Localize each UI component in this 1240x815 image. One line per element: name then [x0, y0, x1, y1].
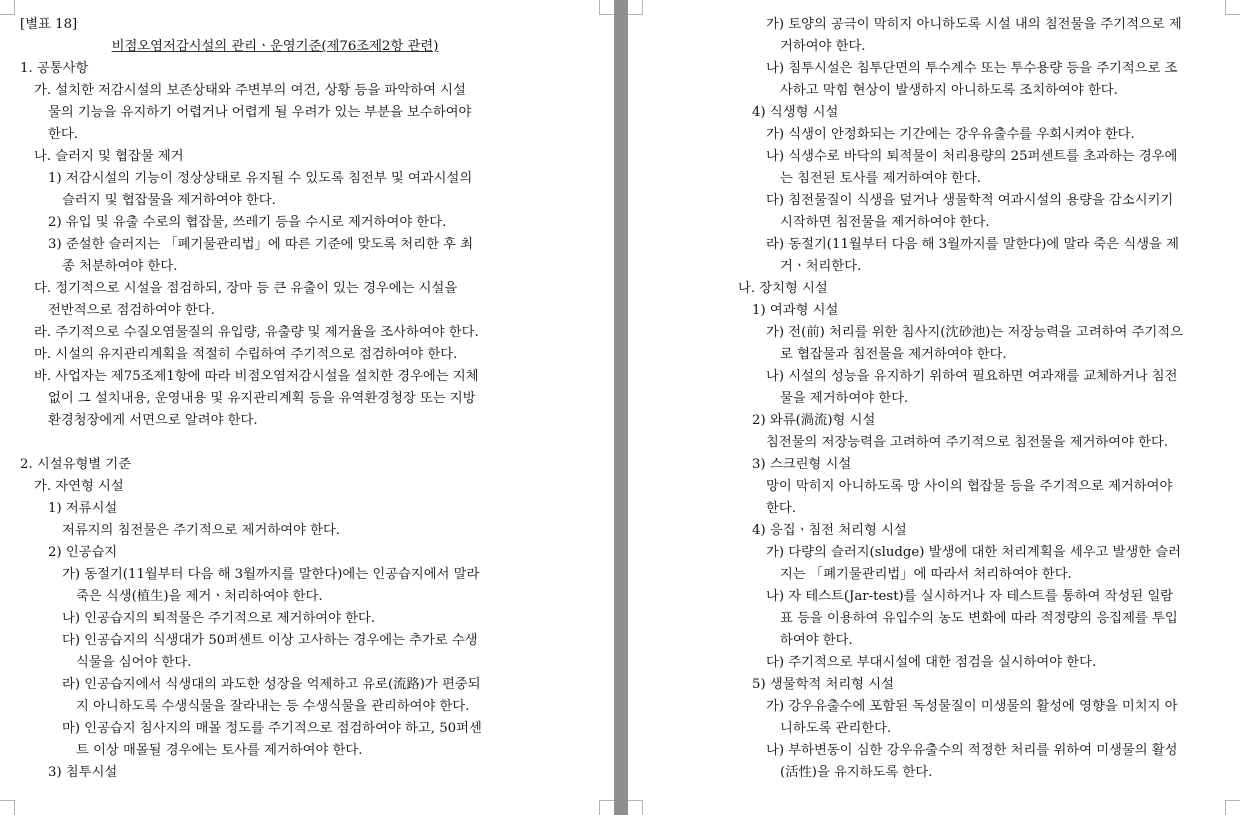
- text-line: 가) 토양의 공극이 막히지 아니하도록 시설 내의 침전물을 주기적으로 제: [766, 17, 1182, 32]
- text-line: 가. 설치한 저감시설의 보존상태와 주변부의 여건, 상황 등을 파악하여 시설: [34, 83, 466, 98]
- text-line: 2) 와류(渦流)형 시설: [752, 413, 876, 428]
- text-line: 저류지의 침전물은 주기적으로 제거하여야 한다.: [62, 523, 341, 538]
- text-line: 가) 동절기(11월부터 다음 해 3월까지를 말한다)에는 인공습지에서 말라: [62, 567, 480, 582]
- text-line: 라) 인공습지에서 식생대의 과도한 성장을 억제하고 유로(流路)가 편중되: [62, 677, 481, 692]
- text-line: 3) 침투시설: [48, 765, 118, 780]
- text-line: 전반적으로 점검하여야 한다.: [48, 303, 215, 318]
- page-text-left: [20, 14, 530, 784]
- text-line: 다) 침전물질이 식생을 덮거나 생물학적 여과시설의 용량을 감소시키기: [766, 193, 1174, 208]
- text-line: 다. 정기적으로 시설을 점검하되, 장마 등 큰 유출이 있는 경우에는 시설을: [34, 281, 458, 296]
- text-line: 나) 침투시설은 침투단면의 투수계수 또는 투수용량 등을 주기적으로 조: [766, 61, 1178, 76]
- text-line: 1) 저류시설: [48, 501, 118, 516]
- document-page-left: [0, 0, 614, 815]
- text-line: 3) 스크린형 시설: [752, 457, 852, 472]
- text-line: 종 처분하여야 한다.: [62, 259, 178, 274]
- text-line: 환경청장에게 서면으로 알려야 한다.: [48, 413, 258, 428]
- page-corner-mark: [599, 0, 614, 15]
- text-line: 나. 장치형 시설: [738, 281, 828, 296]
- text-line: 침전물의 저장능력을 고려하여 주기적으로 침전물을 제거하여야 한다.: [766, 435, 1169, 450]
- text-line: 5) 생물학적 처리형 시설: [752, 677, 894, 692]
- page-text-right: [724, 14, 1218, 784]
- text-line: 지 아니하도록 수생식물을 잘라내는 등 수생식물을 관리하여야 한다.: [76, 699, 470, 714]
- page-corner-mark: [0, 800, 15, 815]
- text-line: 1) 여과형 시설: [752, 303, 839, 318]
- text-line: 1) 저감시설의 기능이 정상상태로 유지될 수 있도록 침전부 및 여과시설의: [48, 171, 473, 186]
- text-line: 나. 슬러지 및 협잡물 제거: [34, 149, 184, 164]
- page-corner-mark: [628, 800, 643, 815]
- page-gutter: [614, 0, 628, 815]
- page-corner-mark: [1225, 800, 1240, 815]
- text-line: 가) 강우유출수에 포함된 독성물질이 미생물의 활성에 영향을 미치지 아: [766, 699, 1178, 714]
- page-corner-mark: [599, 800, 614, 815]
- text-line: 다) 인공습지의 식생대가 50퍼센트 이상 고사하는 경우에는 추가로 수생: [62, 633, 478, 648]
- text-line: 나) 식생수로 바닥의 퇴적물이 처리용량의 25퍼센트를 초과하는 경우에: [766, 149, 1178, 164]
- text-line: 나) 인공습지의 퇴적물은 주기적으로 제거하여야 한다.: [62, 611, 376, 626]
- text-line: 는 침전된 토사를 제거하여야 한다.: [780, 171, 981, 186]
- text-line: 가) 전(前) 처리를 위한 침사지(沈砂池)는 저장능력을 고려하여 주기적으: [766, 325, 1183, 340]
- text-line: 나) 부하변동이 심한 강우유출수의 적정한 처리를 위하여 미생물의 활성: [766, 743, 1178, 758]
- text-line: 트 이상 매몰될 경우에는 토사를 제거하여야 한다.: [76, 743, 363, 758]
- text-line: 마. 시설의 유지관리계획을 적절히 수립하여 주기적으로 점검하여야 한다.: [34, 347, 458, 362]
- text-line: 가) 다량의 슬러지(sludge) 발생에 대한 처리계획을 세우고 발생한 슬러: [766, 545, 1182, 560]
- text-line: 물의 기능을 유지하기 어렵거나 어렵게 될 우려가 있는 부분을 보수하여야: [48, 105, 472, 120]
- text-line: 3) 준설한 슬러지는 「폐기물관리법」에 따른 기준에 맞도록 처리한 후 최: [48, 237, 474, 252]
- text-line: 식물을 심어야 한다.: [76, 655, 192, 670]
- text-line: (活性)을 유지하도록 한다.: [780, 765, 933, 780]
- text-line: 바. 사업자는 제75조제1항에 따라 비점오염저감시설을 설치한 경우에는 지체: [34, 369, 479, 384]
- text-line: 표 등을 이용하여 유입수의 농도 변화에 따라 적정량의 응집제를 투입: [780, 611, 1178, 626]
- text-line: 한다.: [766, 501, 796, 516]
- text-line: 4) 식생형 시설: [752, 105, 839, 120]
- document-title: 비점오염저감시설의 관리ㆍ운영기준(제76조제2항 관련): [111, 39, 439, 54]
- text-line: 다) 주기적으로 부대시설에 대한 점검을 실시하여야 한다.: [766, 655, 1097, 670]
- text-line: 1. 공통사항: [20, 61, 89, 76]
- text-line: 거하여야 한다.: [780, 39, 866, 54]
- text-line: 가. 자연형 시설: [34, 479, 124, 494]
- text-line: 망이 막히지 아니하도록 망 사이의 협잡물 등을 주기적으로 제거하여야: [766, 479, 1173, 494]
- text-line: [별표 18]: [20, 17, 78, 32]
- document-page-right: [628, 0, 1240, 815]
- text-line: 2) 인공습지: [48, 545, 118, 560]
- text-line: 라) 동절기(11월부터 다음 해 3월까지를 말한다)에 말라 죽은 식생을 제: [766, 237, 1179, 252]
- text-line: 로 협잡물과 침전물을 제거하여야 한다.: [780, 347, 1007, 362]
- text-line: 물을 제거하여야 한다.: [780, 391, 909, 406]
- blank-line: [20, 432, 530, 454]
- text-line: 나) 시설의 성능을 유지하기 위하여 필요하면 여과재를 교체하거나 침전: [766, 369, 1178, 384]
- text-line: 슬러지 및 협잡물을 제거하여야 한다.: [62, 193, 276, 208]
- text-line: 하여야 한다.: [780, 633, 853, 648]
- text-line: 지는 「폐기물관리법」에 따라서 처리하여야 한다.: [780, 567, 1072, 582]
- text-line: 시작하면 침전물을 제거하여야 한다.: [780, 215, 990, 230]
- text-line: 니하도록 관리한다.: [780, 721, 892, 736]
- page-corner-mark: [0, 0, 15, 15]
- text-line: 거ㆍ처리한다.: [780, 259, 862, 274]
- text-line: 라. 주기적으로 수질오염물질의 유입량, 유출량 및 제거율을 조사하여야 한다.: [34, 325, 479, 340]
- page-corner-mark: [628, 0, 643, 15]
- text-line: 없이 그 설치내용, 운영내용 및 유지관리계획 등을 유역환경청장 또는 지방: [48, 391, 476, 406]
- text-line: 마) 인공습지 침사지의 매몰 정도를 주기적으로 점검하여야 하고, 50퍼센: [62, 721, 482, 736]
- text-line: 2) 유입 및 유출 수로의 협잡물, 쓰레기 등을 수시로 제거하여야 한다.: [48, 215, 447, 230]
- page-corner-mark: [1225, 0, 1240, 15]
- text-line: 가) 식생이 안정화되는 기간에는 강우유출수를 우회시켜야 한다.: [766, 127, 1135, 142]
- text-line: 나) 자 테스트(Jar-test)를 실시하거나 자 테스트를 통하여 작성된 일람: [766, 589, 1174, 604]
- text-line: 2. 시설유형별 기준: [20, 457, 132, 472]
- text-line: 한다.: [48, 127, 78, 142]
- text-line: 죽은 식생(植生)을 제거ㆍ처리하여야 한다.: [76, 589, 323, 604]
- text-line: 사하고 막힘 현상이 발생하지 아니하도록 조치하여야 한다.: [780, 83, 1118, 98]
- text-line: 4) 응집ㆍ침전 처리형 시설: [752, 523, 907, 538]
